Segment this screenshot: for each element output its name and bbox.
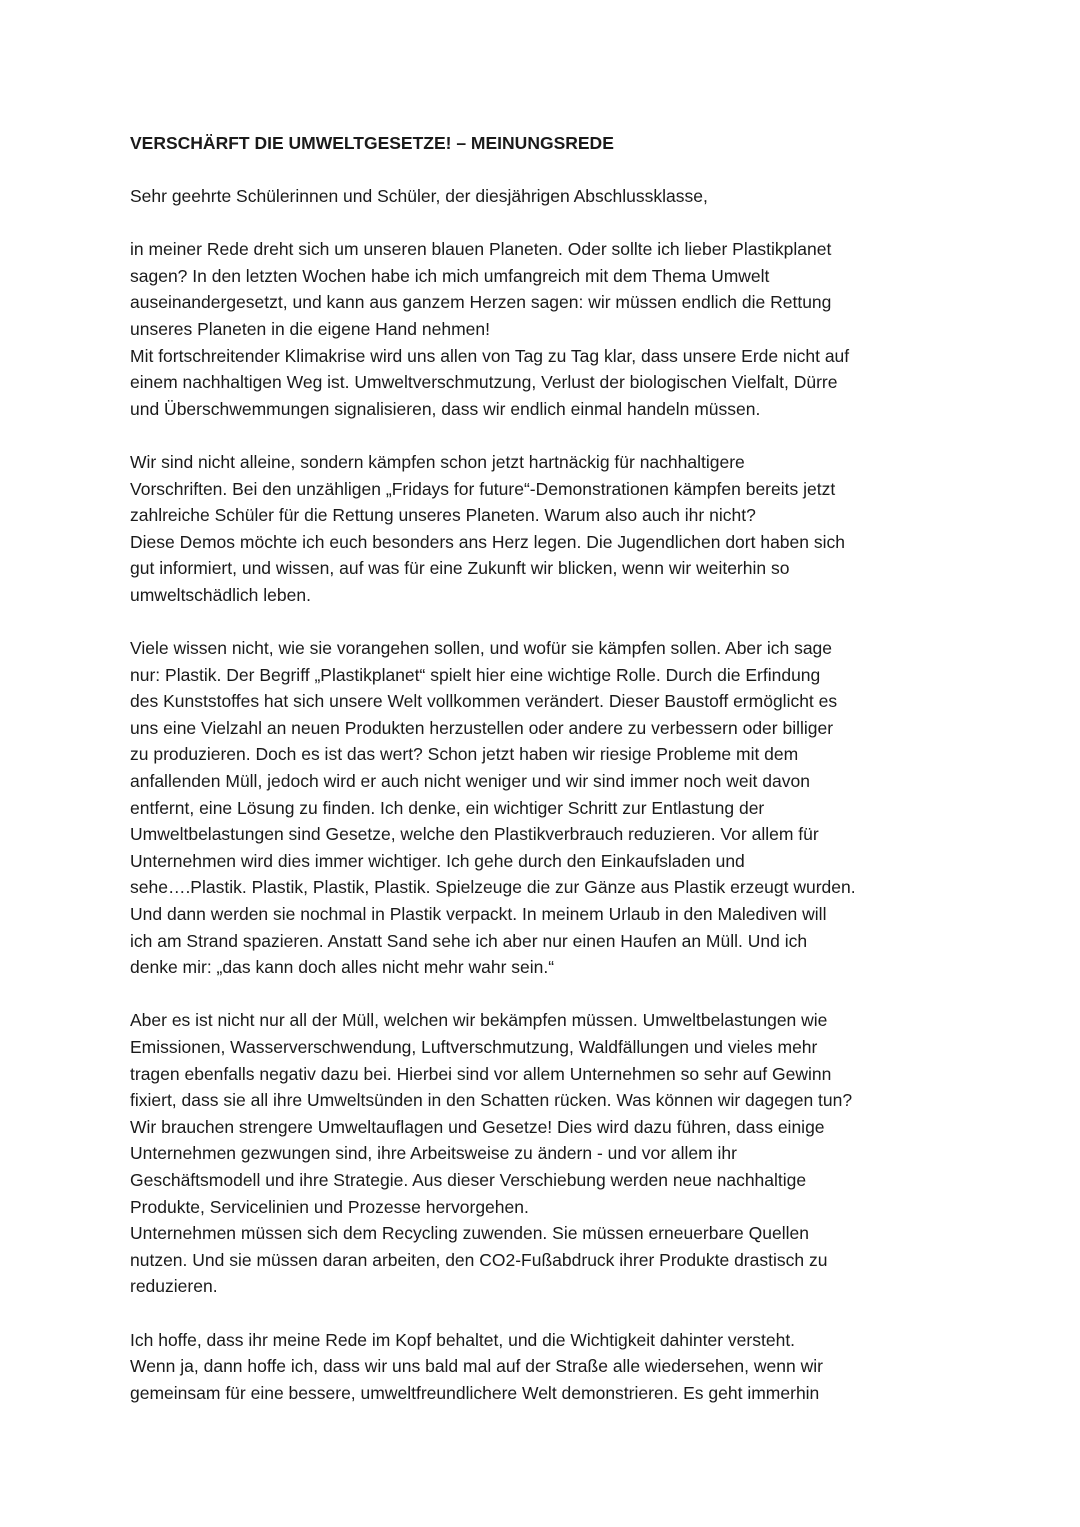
text-line: Wenn ja, dann hoffe ich, dass wir uns bald mal auf der Straße alle wiedersehen, wenn wir <box>130 1356 823 1377</box>
text-line: tragen ebenfalls negativ dazu bei. Hierbei sind vor allem Unternehmen so sehr auf Gewinn <box>130 1063 832 1084</box>
text-line: unseres Planeten in die eigene Hand nehmen! <box>130 318 490 339</box>
text-line: Und dann werden sie nochmal in Plastik verpackt. In meinem Urlaub in den Malediven will <box>130 904 827 925</box>
text-line: sehe….Plastik. Plastik, Plastik, Plastik. Spielzeuge die zur Gänze aus Plastik erzeugt wurden. <box>130 877 856 898</box>
text-line: zahlreiche Schüler für die Rettung unseres Planeten. Warum also auch ihr nicht? <box>130 505 756 526</box>
paragraph <box>130 1007 960 1300</box>
text-line: und Überschwemmungen signalisieren, dass wir endlich einmal handeln müssen. <box>130 398 761 419</box>
text-line: auseinandergesetzt, und kann aus ganzem Herzen sagen: wir müssen endlich die Rettung <box>130 292 832 313</box>
text-line: Unternehmen müssen sich dem Recycling zuwenden. Sie müssen erneuerbare Quellen <box>130 1223 809 1244</box>
document-title: VERSCHÄRFT DIE UMWELTGESETZE! – MEINUNGSREDE <box>130 133 614 153</box>
text-line: Wir sind nicht alleine, sondern kämpfen schon jetzt hartnäckig für nachhaltigere <box>130 451 745 472</box>
text-line: Produkte, Servicelinien und Prozesse hervorgehen. <box>130 1196 529 1217</box>
text-line: Geschäftsmodell und ihre Strategie. Aus dieser Verschiebung werden neue nachhaltige <box>130 1169 807 1190</box>
text-line: Aber es ist nicht nur all der Müll, welchen wir bekämpfen müssen. Umweltbelastungen wie <box>130 1010 828 1031</box>
text-line: fixiert, dass sie all ihre Umweltsünden in den Schatten rücken. Was können wir dagegen tun? <box>130 1090 853 1111</box>
text-line: Vorschriften. Bei den unzähligen „Fridays for future“-Demonstrationen kämpfen bereits jetzt <box>130 478 836 499</box>
text-line: Viele wissen nicht, wie sie vorangehen sollen, und wofür sie kämpfen sollen. Aber ich sage <box>130 638 833 659</box>
text-line: Emissionen, Wasserverschwendung, Luftverschmutzung, Waldfällungen und vieles mehr <box>130 1037 818 1057</box>
paragraph <box>130 1327 960 1407</box>
text-line: zu produzieren. Doch es ist das wert? Schon jetzt haben wir riesige Probleme mit dem <box>130 744 799 765</box>
text-line: uns eine Vielzahl an neuen Produkten herzustellen oder andere zu verbessern oder billiger <box>130 717 834 738</box>
document-body <box>130 130 960 1433</box>
text-line: Wir brauchen strengere Umweltauflagen und Gesetze! Dies wird dazu führen, dass einige <box>130 1116 825 1137</box>
text-line: nur: Plastik. Der Begriff „Plastikplanet“ spielt hier eine wichtige Rolle. Durch die Erfindung <box>130 664 821 685</box>
text-line: Unternehmen gezwungen sind, ihre Arbeitsweise zu ändern - und vor allem ihr <box>130 1143 737 1164</box>
text-line: Unternehmen wird dies immer wichtiger. Ich gehe durch den Einkaufsladen und <box>130 850 745 871</box>
text-line: denke mir: „das kann doch alles nicht mehr wahr sein.“ <box>130 957 555 978</box>
text-line: in meiner Rede dreht sich um unseren blauen Planeten. Oder sollte ich lieber Plastikplanet <box>130 239 832 260</box>
text-line: Umweltbelastungen sind Gesetze, welche den Plastikverbrauch reduzieren. Vor allem für <box>130 824 819 845</box>
text-line: ich am Strand spazieren. Anstatt Sand sehe ich aber nur einen Haufen an Müll. Und ich <box>130 930 808 951</box>
paragraph <box>130 449 960 609</box>
text-line: einem nachhaltigen Weg ist. Umweltverschmutzung, Verlust der biologischen Vielfalt, Dürre <box>130 372 838 393</box>
text-line: Ich hoffe, dass ihr meine Rede im Kopf behaltet, und die Wichtigkeit dahinter versteht. <box>130 1329 796 1350</box>
salutation: Sehr geehrte Schülerinnen und Schüler, der diesjährigen Abschlussklasse, <box>130 185 708 206</box>
text-line: sagen? In den letzten Wochen habe ich mich umfangreich mit dem Thema Umwelt <box>130 265 770 286</box>
text-line: umweltschädlich leben. <box>130 584 311 605</box>
text-line: reduzieren. <box>130 1276 218 1297</box>
text-line: Mit fortschreitender Klimakrise wird uns allen von Tag zu Tag klar, dass unsere Erde nicht auf <box>130 345 850 366</box>
text-line: nutzen. Und sie müssen daran arbeiten, den CO2-Fußabdruck ihrer Produkte drastisch zu <box>130 1249 828 1270</box>
text-line: Diese Demos möchte ich euch besonders ans Herz legen. Die Jugendlichen dort haben sich <box>130 531 845 552</box>
speech-paragraphs <box>130 236 960 1406</box>
paragraph <box>130 635 960 981</box>
text-line: entfernt, eine Lösung zu finden. Ich denke, ein wichtiger Schritt zur Entlastung der <box>130 797 765 818</box>
text-line: gut informiert, und wissen, auf was für eine Zukunft wir blicken, wenn wir weiterhin so <box>130 558 790 579</box>
text-line: anfallenden Müll, jedoch wird er auch nicht weniger und wir sind immer noch weit davon <box>130 771 810 792</box>
paragraph <box>130 236 960 422</box>
text-line: des Kunststoffes hat sich unsere Welt vollkommen verändert. Dieser Baustoff ermöglicht es <box>130 691 838 712</box>
text-line: gemeinsam für eine bessere, umweltfreundlichere Welt demonstrieren. Es geht immerhin <box>130 1382 820 1403</box>
